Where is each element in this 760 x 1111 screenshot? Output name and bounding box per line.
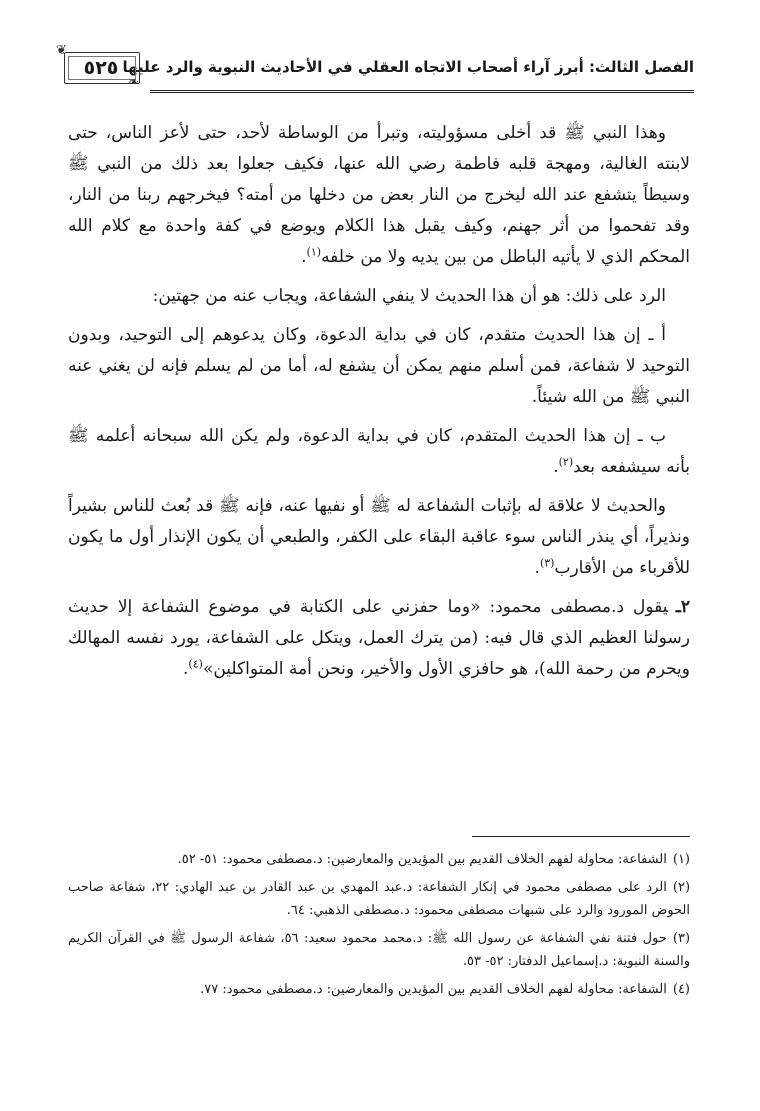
paragraph-4-end: . [553,457,559,477]
running-head: الفصل الثالث: أبرز آراء أصحاب الاتجاه العقلي في الأحاديث النبوية والرد عليها [122,58,694,76]
footnote-ref-3[interactable]: (٣) [539,556,555,570]
footnote-text: حول فتنة نفي الشفاعة عن رسول الله ﷺ: د.محمد محمود سعيد: ٥٦، شفاعة الرسول ﷺ في القرآن الكريم والسنة النبوية: د.إسماعيل الدفتار: ٥٢- ٥٣. [68,931,690,969]
paragraph-1 [68,118,690,273]
footnote-ref-2[interactable]: (٢) [558,455,574,469]
paragraph-4 [68,421,690,483]
footnote-text: الرد على مصطفى محمود في إنكار الشفاعة: د.عبد المهدي بن عبد القادر بن عبد الهادي: ٢٢، شفاعة صاحب الحوض المورود والرد على شبهات مصطفى محمود: د.مصطفى الذهبي: ٦٤. [68,880,690,918]
paragraph-5-text: والحديث لا علاقة له بإثبات الشفاعة له ﷺ أو نفيها عنه، فإنه ﷺ قد بُعث للناس بشيراً ونذيراً، أي ينذر الناس سوء عاقبة البقاء على الكفر، والطبعي أن يكون الإنذار أول ما يكون للأقرباء من الأقارب [68,496,690,578]
footnote-4 [68,978,690,1001]
footnote-text: الشفاعة: محاولة لفهم الخلاف القديم بين المؤيدين والمعارضين: د.مصطفى محمود: ٧٧. [200,982,667,997]
paragraph-4-text: ب ـ إن هذا الحديث المتقدم، كان في بداية الدعوة، ولم يكن الله سبحانه أعلمه ﷺ بأنه سيشفعه بعد [68,426,690,477]
item-number: ٢ـ [675,597,690,617]
footnote-number: (١) [672,852,690,867]
footnote-separator [472,836,690,837]
page-number-box [58,44,144,90]
paragraph-6-text: يقول د.مصطفى محمود: «وما حفزني على الكتابة في موضوع الشفاعة إلا حديث رسولنا العظيم الذي قال فيه: (من يترك العمل، ويتكل على الشفاعة، يورد نفسه المهالك ويحرم من رحمة الله)، هو حافزي الأول والأخير، ونحن أمة المتواكلين» [68,597,690,679]
paragraph-1-end: . [301,247,307,267]
footnotes [68,848,690,1006]
paragraph-6 [68,592,690,685]
page-header [58,44,694,94]
footnote-3 [68,927,690,973]
footnote-2 [68,876,690,922]
footnote-text: الشفاعة: محاولة لفهم الخلاف القديم بين المؤيدين والمعارضين: د.مصطفى محمود: ٥١- ٥٢. [177,852,667,867]
footnote-1 [68,848,690,871]
ornament-top-left-icon: ❦ [56,43,67,58]
paragraph-3: أ ـ إن هذا الحديث متقدم، كان في بداية الدعوة، وكان يدعوهم إلى التوحيد، وبدون التوحيد لا شفاعة، فمن أسلم منهم يمكن أن يشفع له، أما من لم يسلم فإنه لن يغني عنه النبي ﷺ من الله شيئاً. [68,325,690,407]
header-rule [150,90,694,93]
paragraph-1-text: وهذا النبي ﷺ قد أخلى مسؤوليته، وتبرأ من الوساطة لأحد، حتى لأعز الناس، حتى لابنته الغالية، ومهجة قلبه فاطمة رضي الله عنها، فكيف جعلوا بعد ذلك من النبي ﷺ وسيطاً يتشفع عند الله ليخرج من النار بعض من دخلها من أمته؟ فيخرجهم ربنا من النار، وقد تفحموا من أثر جهنم، وكيف يقبل هذا الكلام ويوضع في كفة واحدة مع كلام الله المحكم الذي لا يأتيه الباطل من بين يديه ولا من خلفه [68,123,690,267]
paragraph-6-end: . [183,659,189,679]
footnote-number: (٤) [672,982,690,997]
paragraph-2: الرد على ذلك: هو أن هذا الحديث لا ينفي الشفاعة، ويجاب عنه من جهتين: [152,286,666,306]
page-number: ٥٢٥ [83,57,119,79]
ornament-bottom-right-icon: ❧ [128,75,139,90]
paragraph-5-end: . [534,558,540,578]
footnote-ref-4[interactable]: (٤) [188,657,203,671]
footnote-number: (٣) [672,931,691,946]
main-text [68,118,690,693]
paragraph-5 [68,491,690,584]
footnote-number: (٢) [672,880,691,895]
footnote-ref-1[interactable]: (١) [306,245,322,259]
